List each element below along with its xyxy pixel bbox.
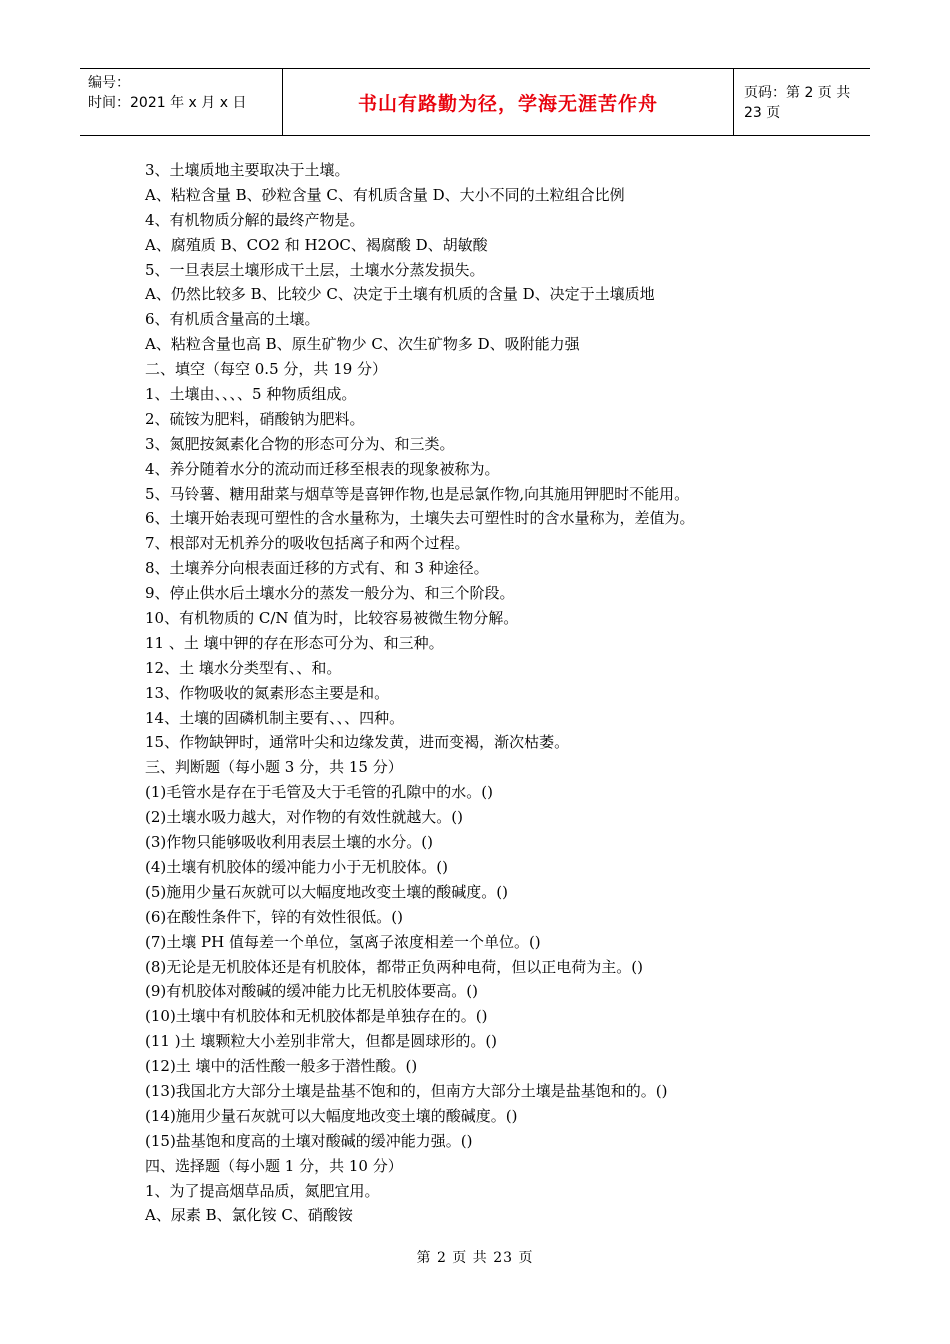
text-line: 3、土壤质地主要取决于土壤。 [145, 161, 350, 179]
text-line: 6、土壤开始表现可塑性的含水量称为，土壤失去可塑性时的含水量称为，差值为。 [145, 509, 695, 528]
text-line: 4、有机物质分解的最终产物是。 [145, 210, 365, 229]
text-line: 5、一旦表层土壤形成干土层，土壤水分蒸发损失。 [145, 260, 485, 279]
text-line: (13)我国北方大部分土壤是盐基不饱和的，但南方大部分土壤是盐基饱和的。() [145, 1081, 668, 1100]
text-line: 四、选择题（每小题 1 分，共 10 分） [145, 1156, 403, 1175]
text-line: 11 、土 壤中钾的存在形态可分为、和三种。 [145, 633, 444, 652]
text-line: 6、有机质含量高的土壤。 [145, 310, 320, 329]
time-label: 时间：2021 年 x 月 x 日 [88, 95, 247, 111]
motto-title: 书山有路勤为径，学海无涯苦作舟 [282, 69, 734, 135]
text-line: (6)在酸性条件下，锌的有效性很低。() [145, 907, 403, 926]
text-line: 12、土 壤水分类型有、、和。 [145, 658, 342, 677]
text-line: (12)土 壤中的活性酸一般多于潜性酸。() [145, 1057, 418, 1076]
text-line: 三、判断题（每小题 3 分，共 15 分） [145, 758, 403, 777]
page-header [80, 68, 870, 136]
text-line: A、粘粒含量也高 B、原生矿物少 C、次生矿物多 D、吸附能力强 [145, 335, 580, 354]
text-line: (15)盐基饱和度高的土壤对酸碱的缓冲能力强。() [145, 1131, 473, 1150]
text-line: 5、马铃薯、糖用甜菜与烟草等是喜钾作物,也是忌氯作物,向其施用钾肥时不能用。 [145, 484, 690, 503]
text-line: (5)施用少量石灰就可以大幅度地改变土壤的酸碱度。() [145, 882, 508, 901]
text-line: 15、作物缺钾时，通常叶尖和边缘发黄，进而变褐，渐次枯萎。 [145, 733, 570, 752]
text-line: 10、有机物质的 C/N 值为时，比较容易被微生物分解。 [145, 609, 519, 628]
text-line: 7、根部对无机养分的吸收包括离子和两个过程。 [145, 534, 470, 553]
text-line: 1、土壤由、、、、5 种物质组成。 [145, 385, 357, 404]
text-line: (3)作物只能够吸收利用表层土壤的水分。() [145, 833, 433, 852]
text-line: 2、硫铵为肥料，硝酸钠为肥料。 [145, 409, 365, 428]
text-line: (8)无论是无机胶体还是有机胶体，都带正负两种电荷，但以正电荷为主。() [145, 957, 643, 976]
document-body [145, 158, 845, 1228]
text-line: 3、氮肥按氮素化合物的形态可分为、和三类。 [145, 434, 455, 453]
text-line: (1)毛管水是存在于毛管及大于毛管的孔隙中的水。() [145, 783, 493, 802]
text-line: 二、填空（每空 0.5 分，共 19 分） [145, 360, 388, 379]
text-line: (10)土壤中有机胶体和无机胶体都是单独存在的。() [145, 1007, 488, 1026]
text-line: A、仍然比较多 B、比较少 C、决定于土壤有机质的含量 D、决定于土壤质地 [145, 285, 655, 304]
text-line: A、腐殖质 B、CO2 和 H2OC、褐腐酸 D、胡敏酸 [145, 235, 488, 254]
number-label: 编号： [88, 75, 130, 91]
text-line: A、粘粒含量 B、砂粒含量 C、有机质含量 D、大小不同的土粒组合比例 [145, 185, 625, 204]
page-footer: 第 2 页 共 23 页 [416, 1250, 534, 1266]
text-line: (11 )土 壤颗粒大小差别非常大，但都是圆球形的。() [145, 1032, 498, 1051]
text-line: 14、土壤的固磷机制主要有、、、四种。 [145, 708, 405, 727]
header-left-cell [80, 69, 282, 135]
text-line: (2)土壤水吸力越大，对作物的有效性就越大。() [145, 808, 463, 827]
text-line: 9、停止供水后土壤水分的蒸发一般分为、和三个阶段。 [145, 584, 515, 603]
text-line: 1、为了提高烟草品质，氮肥宜用。 [145, 1181, 380, 1200]
text-line: (9)有机胶体对酸碱的缓冲能力比无机胶体要高。() [145, 982, 478, 1001]
text-line: A、尿素 B、氯化铵 C、硝酸铵 [145, 1206, 353, 1225]
text-line: (7)土壤 PH 值每差一个单位，氢离子浓度相差一个单位。() [145, 932, 541, 951]
page-number-label: 页码：第 2 页 共 23 页 [744, 85, 851, 121]
text-line: (14)施用少量石灰就可以大幅度地改变土壤的酸碱度。() [145, 1106, 518, 1125]
text-line: 4、养分随着水分的流动而迁移至根表的现象被称为。 [145, 459, 500, 478]
text-line: 8、土壤养分向根表面迁移的方式有、和 3 种途径。 [145, 559, 489, 578]
text-line: (4)土壤有机胶体的缓冲能力小于无机胶体。() [145, 857, 448, 876]
text-line: 13、作物吸收的氮素形态主要是和。 [145, 683, 390, 702]
